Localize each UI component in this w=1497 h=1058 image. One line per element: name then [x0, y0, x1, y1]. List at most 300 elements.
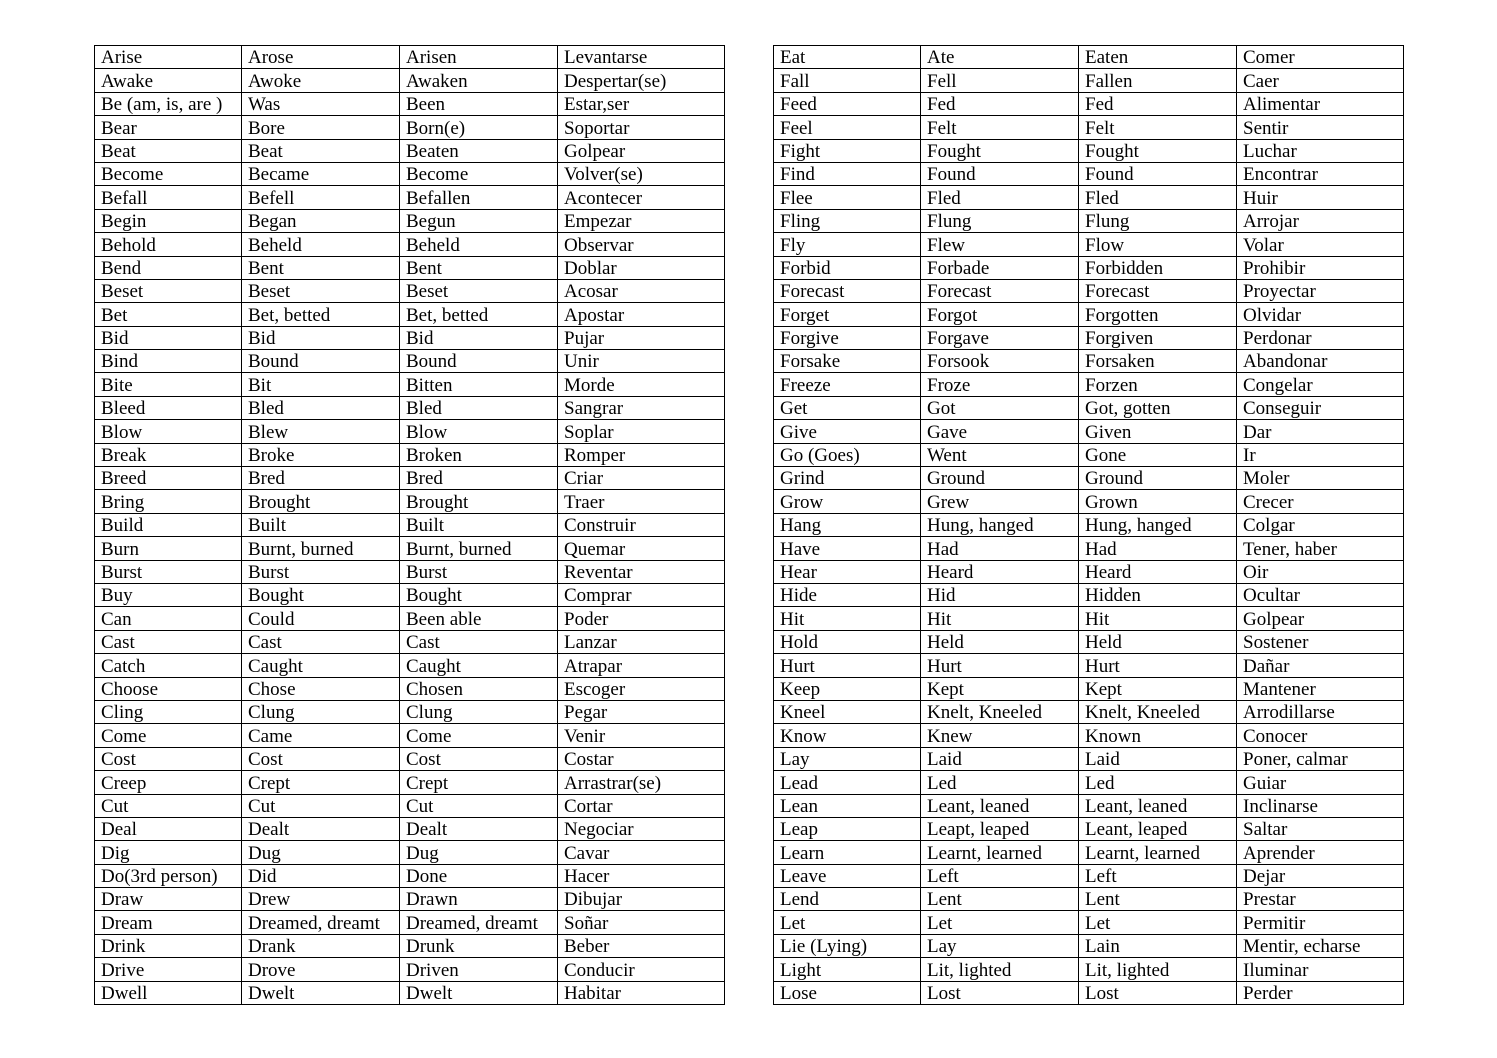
spanish-meaning-cell: Perdonar	[1237, 326, 1404, 349]
past-participle-cell: Fed	[1079, 92, 1237, 115]
spanish-meaning-cell: Habitar	[558, 981, 725, 1004]
verb-table-left	[94, 45, 725, 1005]
past-participle-cell: Grown	[1079, 490, 1237, 513]
verb-row	[95, 771, 725, 794]
infinitive-cell: Lean	[774, 794, 921, 817]
past-simple-cell: Bid	[242, 326, 400, 349]
spanish-meaning-cell: Soportar	[558, 116, 725, 139]
verb-row	[95, 373, 725, 396]
past-participle-cell: Fought	[1079, 139, 1237, 162]
past-simple-cell: Brought	[242, 490, 400, 513]
past-participle-cell: Bred	[400, 467, 558, 490]
past-simple-cell: Fell	[921, 69, 1079, 92]
spanish-meaning-cell: Pegar	[558, 700, 725, 723]
infinitive-cell: Lay	[774, 747, 921, 770]
past-participle-cell: Fallen	[1079, 69, 1237, 92]
infinitive-cell: Lie (Lying)	[774, 934, 921, 957]
spanish-meaning-cell: Tener, haber	[1237, 537, 1404, 560]
past-simple-cell: Let	[921, 911, 1079, 934]
past-simple-cell: Led	[921, 771, 1079, 794]
spanish-meaning-cell: Cavar	[558, 841, 725, 864]
past-participle-cell: Hit	[1079, 607, 1237, 630]
past-simple-cell: Awoke	[242, 69, 400, 92]
past-simple-cell: Drew	[242, 888, 400, 911]
infinitive-cell: Burn	[95, 537, 242, 560]
infinitive-cell: Bring	[95, 490, 242, 513]
verb-row	[95, 560, 725, 583]
infinitive-cell: Bend	[95, 256, 242, 279]
infinitive-cell: Give	[774, 420, 921, 443]
past-simple-cell: Ground	[921, 467, 1079, 490]
spanish-meaning-cell: Luchar	[1237, 139, 1404, 162]
spanish-meaning-cell: Doblar	[558, 256, 725, 279]
verb-row	[774, 139, 1404, 162]
past-participle-cell: Forgiven	[1079, 326, 1237, 349]
past-simple-cell: Could	[242, 607, 400, 630]
past-simple-cell: Caught	[242, 654, 400, 677]
verb-row	[95, 888, 725, 911]
infinitive-cell: Bear	[95, 116, 242, 139]
verb-row	[95, 209, 725, 232]
infinitive-cell: Light	[774, 958, 921, 981]
past-simple-cell: Hung, hanged	[921, 513, 1079, 536]
verb-row	[774, 864, 1404, 887]
past-participle-cell: Built	[400, 513, 558, 536]
spanish-meaning-cell: Mentir, echarse	[1237, 934, 1404, 957]
past-simple-cell: Left	[921, 864, 1079, 887]
spanish-meaning-cell: Saltar	[1237, 817, 1404, 840]
past-simple-cell: Bent	[242, 256, 400, 279]
past-simple-cell: Knelt, Kneeled	[921, 700, 1079, 723]
past-participle-cell: Become	[400, 162, 558, 185]
past-simple-cell: Learnt, learned	[921, 841, 1079, 864]
verb-table-right	[773, 45, 1404, 1005]
past-simple-cell: Cut	[242, 794, 400, 817]
verb-row	[95, 162, 725, 185]
past-simple-cell: Bought	[242, 583, 400, 606]
past-simple-cell: Lent	[921, 888, 1079, 911]
verb-row	[774, 771, 1404, 794]
infinitive-cell: Dream	[95, 911, 242, 934]
infinitive-cell: Awake	[95, 69, 242, 92]
verb-row	[774, 607, 1404, 630]
past-simple-cell: Bit	[242, 373, 400, 396]
past-simple-cell: Befell	[242, 186, 400, 209]
past-participle-cell: Beset	[400, 279, 558, 302]
past-participle-cell: Ground	[1079, 467, 1237, 490]
spanish-meaning-cell: Congelar	[1237, 373, 1404, 396]
infinitive-cell: Freeze	[774, 373, 921, 396]
past-participle-cell: Lain	[1079, 934, 1237, 957]
past-participle-cell: Dealt	[400, 817, 558, 840]
spanish-meaning-cell: Apostar	[558, 303, 725, 326]
spanish-meaning-cell: Colgar	[1237, 513, 1404, 536]
verb-row	[95, 186, 725, 209]
verb-row	[95, 677, 725, 700]
infinitive-cell: Dig	[95, 841, 242, 864]
spanish-meaning-cell: Arrodillarse	[1237, 700, 1404, 723]
past-participle-cell: Clung	[400, 700, 558, 723]
past-participle-cell: Forzen	[1079, 373, 1237, 396]
spanish-meaning-cell: Dibujar	[558, 888, 725, 911]
past-participle-cell: Cast	[400, 630, 558, 653]
infinitive-cell: Leap	[774, 817, 921, 840]
past-participle-cell: Lit, lighted	[1079, 958, 1237, 981]
verb-row	[95, 700, 725, 723]
infinitive-cell: Bid	[95, 326, 242, 349]
spanish-meaning-cell: Acontecer	[558, 186, 725, 209]
spanish-meaning-cell: Permitir	[1237, 911, 1404, 934]
infinitive-cell: Feed	[774, 92, 921, 115]
past-simple-cell: Burnt, burned	[242, 537, 400, 560]
spanish-meaning-cell: Ocultar	[1237, 583, 1404, 606]
spanish-meaning-cell: Crecer	[1237, 490, 1404, 513]
past-simple-cell: Leapt, leaped	[921, 817, 1079, 840]
past-participle-cell: Dug	[400, 841, 558, 864]
past-simple-cell: Dwelt	[242, 981, 400, 1004]
spanish-meaning-cell: Arrastrar(se)	[558, 771, 725, 794]
past-participle-cell: Done	[400, 864, 558, 887]
past-simple-cell: Flew	[921, 233, 1079, 256]
spanish-meaning-cell: Lanzar	[558, 630, 725, 653]
verb-row	[774, 700, 1404, 723]
infinitive-cell: Arise	[95, 46, 242, 69]
verb-row	[774, 373, 1404, 396]
past-simple-cell: Bred	[242, 467, 400, 490]
verb-row	[95, 817, 725, 840]
infinitive-cell: Find	[774, 162, 921, 185]
past-simple-cell: Chose	[242, 677, 400, 700]
past-simple-cell: Forgot	[921, 303, 1079, 326]
past-simple-cell: Fed	[921, 92, 1079, 115]
verb-table-left-body	[95, 46, 725, 1005]
infinitive-cell: Forgive	[774, 326, 921, 349]
spanish-meaning-cell: Hacer	[558, 864, 725, 887]
verb-row	[774, 677, 1404, 700]
verb-row	[774, 560, 1404, 583]
infinitive-cell: Grind	[774, 467, 921, 490]
verb-row	[95, 537, 725, 560]
infinitive-cell: Hold	[774, 630, 921, 653]
spanish-meaning-cell: Atrapar	[558, 654, 725, 677]
infinitive-cell: Hide	[774, 583, 921, 606]
past-participle-cell: Awaken	[400, 69, 558, 92]
past-simple-cell: Grew	[921, 490, 1079, 513]
past-participle-cell: Gone	[1079, 443, 1237, 466]
past-participle-cell: Hung, hanged	[1079, 513, 1237, 536]
past-simple-cell: Kept	[921, 677, 1079, 700]
infinitive-cell: Flee	[774, 186, 921, 209]
past-participle-cell: Forecast	[1079, 279, 1237, 302]
past-participle-cell: Dreamed, dreamt	[400, 911, 558, 934]
verb-row	[774, 92, 1404, 115]
past-participle-cell: Beaten	[400, 139, 558, 162]
verb-row	[95, 958, 725, 981]
verb-row	[774, 350, 1404, 373]
past-simple-cell: Began	[242, 209, 400, 232]
infinitive-cell: Forbid	[774, 256, 921, 279]
spanish-meaning-cell: Alimentar	[1237, 92, 1404, 115]
spanish-meaning-cell: Iluminar	[1237, 958, 1404, 981]
infinitive-cell: Beat	[95, 139, 242, 162]
spanish-meaning-cell: Sangrar	[558, 396, 725, 419]
past-simple-cell: Forgave	[921, 326, 1079, 349]
infinitive-cell: Befall	[95, 186, 242, 209]
past-simple-cell: Went	[921, 443, 1079, 466]
past-participle-cell: Broken	[400, 443, 558, 466]
infinitive-cell: Buy	[95, 583, 242, 606]
spanish-meaning-cell: Comer	[1237, 46, 1404, 69]
spanish-meaning-cell: Prohibir	[1237, 256, 1404, 279]
spanish-meaning-cell: Perder	[1237, 981, 1404, 1004]
past-participle-cell: Fled	[1079, 186, 1237, 209]
verb-row	[95, 747, 725, 770]
infinitive-cell: Breed	[95, 467, 242, 490]
infinitive-cell: Get	[774, 396, 921, 419]
verb-row	[774, 420, 1404, 443]
verb-row	[95, 279, 725, 302]
verb-row	[95, 69, 725, 92]
past-participle-cell: Bitten	[400, 373, 558, 396]
verb-row	[774, 747, 1404, 770]
past-participle-cell: Caught	[400, 654, 558, 677]
past-simple-cell: Forecast	[921, 279, 1079, 302]
spanish-meaning-cell: Encontrar	[1237, 162, 1404, 185]
infinitive-cell: Become	[95, 162, 242, 185]
infinitive-cell: Choose	[95, 677, 242, 700]
verb-row	[95, 981, 725, 1004]
past-participle-cell: Driven	[400, 958, 558, 981]
past-participle-cell: Hurt	[1079, 654, 1237, 677]
infinitive-cell: Drink	[95, 934, 242, 957]
past-simple-cell: Built	[242, 513, 400, 536]
past-participle-cell: Blow	[400, 420, 558, 443]
verb-row	[774, 934, 1404, 957]
infinitive-cell: Break	[95, 443, 242, 466]
past-participle-cell: Beheld	[400, 233, 558, 256]
spanish-meaning-cell: Arrojar	[1237, 209, 1404, 232]
verb-row	[95, 139, 725, 162]
past-participle-cell: Held	[1079, 630, 1237, 653]
spanish-meaning-cell: Despertar(se)	[558, 69, 725, 92]
past-simple-cell: Hid	[921, 583, 1079, 606]
spanish-meaning-cell: Dejar	[1237, 864, 1404, 887]
past-participle-cell: Lent	[1079, 888, 1237, 911]
spanish-meaning-cell: Inclinarse	[1237, 794, 1404, 817]
past-participle-cell: Crept	[400, 771, 558, 794]
verb-row	[774, 326, 1404, 349]
spanish-meaning-cell: Poder	[558, 607, 725, 630]
verb-row	[95, 396, 725, 419]
past-simple-cell: Had	[921, 537, 1079, 560]
past-simple-cell: Did	[242, 864, 400, 887]
past-simple-cell: Hurt	[921, 654, 1079, 677]
spanish-meaning-cell: Cortar	[558, 794, 725, 817]
verb-row	[95, 326, 725, 349]
past-participle-cell: Bet, betted	[400, 303, 558, 326]
infinitive-cell: Know	[774, 724, 921, 747]
past-simple-cell: Fought	[921, 139, 1079, 162]
past-participle-cell: Bled	[400, 396, 558, 419]
past-simple-cell: Flung	[921, 209, 1079, 232]
infinitive-cell: Bite	[95, 373, 242, 396]
infinitive-cell: Blow	[95, 420, 242, 443]
past-participle-cell: Born(e)	[400, 116, 558, 139]
past-simple-cell: Bound	[242, 350, 400, 373]
spanish-meaning-cell: Traer	[558, 490, 725, 513]
infinitive-cell: Hurt	[774, 654, 921, 677]
verb-row	[95, 467, 725, 490]
past-participle-cell: Got, gotten	[1079, 396, 1237, 419]
infinitive-cell: Burst	[95, 560, 242, 583]
infinitive-cell: Bind	[95, 350, 242, 373]
past-simple-cell: Arose	[242, 46, 400, 69]
past-participle-cell: Felt	[1079, 116, 1237, 139]
verb-row	[774, 958, 1404, 981]
past-simple-cell: Was	[242, 92, 400, 115]
spanish-meaning-cell: Huir	[1237, 186, 1404, 209]
past-participle-cell: Knelt, Kneeled	[1079, 700, 1237, 723]
past-simple-cell: Beset	[242, 279, 400, 302]
infinitive-cell: Be (am, is, are )	[95, 92, 242, 115]
verb-row	[774, 443, 1404, 466]
past-participle-cell: Given	[1079, 420, 1237, 443]
past-simple-cell: Came	[242, 724, 400, 747]
past-simple-cell: Cast	[242, 630, 400, 653]
past-simple-cell: Leant, leaned	[921, 794, 1079, 817]
infinitive-cell: Hear	[774, 560, 921, 583]
spanish-meaning-cell: Olvidar	[1237, 303, 1404, 326]
infinitive-cell: Forget	[774, 303, 921, 326]
verb-row	[95, 490, 725, 513]
infinitive-cell: Learn	[774, 841, 921, 864]
verb-row	[774, 467, 1404, 490]
past-simple-cell: Hit	[921, 607, 1079, 630]
spanish-meaning-cell: Caer	[1237, 69, 1404, 92]
infinitive-cell: Beset	[95, 279, 242, 302]
infinitive-cell: Come	[95, 724, 242, 747]
infinitive-cell: Kneel	[774, 700, 921, 723]
verb-row	[774, 162, 1404, 185]
past-participle-cell: Let	[1079, 911, 1237, 934]
infinitive-cell: Behold	[95, 233, 242, 256]
verb-row	[774, 490, 1404, 513]
spanish-meaning-cell: Guiar	[1237, 771, 1404, 794]
past-simple-cell: Forsook	[921, 350, 1079, 373]
verb-row	[774, 583, 1404, 606]
past-simple-cell: Crept	[242, 771, 400, 794]
verb-row	[95, 513, 725, 536]
past-simple-cell: Lay	[921, 934, 1079, 957]
verb-row	[95, 256, 725, 279]
past-simple-cell: Felt	[921, 116, 1079, 139]
infinitive-cell: Cast	[95, 630, 242, 653]
verb-row	[95, 92, 725, 115]
infinitive-cell: Have	[774, 537, 921, 560]
infinitive-cell: Bleed	[95, 396, 242, 419]
verb-row	[774, 69, 1404, 92]
spanish-meaning-cell: Golpear	[1237, 607, 1404, 630]
past-participle-cell: Forsaken	[1079, 350, 1237, 373]
verb-row	[95, 911, 725, 934]
past-participle-cell: Led	[1079, 771, 1237, 794]
past-simple-cell: Dealt	[242, 817, 400, 840]
spanish-meaning-cell: Dañar	[1237, 654, 1404, 677]
verb-row	[774, 841, 1404, 864]
infinitive-cell: Feel	[774, 116, 921, 139]
past-participle-cell: Found	[1079, 162, 1237, 185]
past-simple-cell: Drove	[242, 958, 400, 981]
past-participle-cell: Drawn	[400, 888, 558, 911]
verb-row	[774, 513, 1404, 536]
past-participle-cell: Come	[400, 724, 558, 747]
spanish-meaning-cell: Oir	[1237, 560, 1404, 583]
verb-row	[774, 911, 1404, 934]
infinitive-cell: Do(3rd person)	[95, 864, 242, 887]
past-participle-cell: Bent	[400, 256, 558, 279]
spanish-meaning-cell: Negociar	[558, 817, 725, 840]
infinitive-cell: Fall	[774, 69, 921, 92]
infinitive-cell: Hit	[774, 607, 921, 630]
past-participle-cell: Befallen	[400, 186, 558, 209]
past-participle-cell: Had	[1079, 537, 1237, 560]
verb-row	[95, 420, 725, 443]
past-simple-cell: Drank	[242, 934, 400, 957]
spanish-meaning-cell: Conseguir	[1237, 396, 1404, 419]
past-participle-cell: Cut	[400, 794, 558, 817]
infinitive-cell: Draw	[95, 888, 242, 911]
past-participle-cell: Leant, leaped	[1079, 817, 1237, 840]
infinitive-cell: Deal	[95, 817, 242, 840]
past-participle-cell: Begun	[400, 209, 558, 232]
infinitive-cell: Lose	[774, 981, 921, 1004]
verb-row	[774, 888, 1404, 911]
infinitive-cell: Keep	[774, 677, 921, 700]
infinitive-cell: Build	[95, 513, 242, 536]
infinitive-cell: Can	[95, 607, 242, 630]
past-participle-cell: Learnt, learned	[1079, 841, 1237, 864]
verb-row	[774, 116, 1404, 139]
verb-row	[774, 817, 1404, 840]
past-participle-cell: Heard	[1079, 560, 1237, 583]
infinitive-cell: Bet	[95, 303, 242, 326]
verb-table-right-body	[774, 46, 1404, 1005]
spanish-meaning-cell: Poner, calmar	[1237, 747, 1404, 770]
past-simple-cell: Lost	[921, 981, 1079, 1004]
spanish-meaning-cell: Ir	[1237, 443, 1404, 466]
infinitive-cell: Fly	[774, 233, 921, 256]
past-participle-cell: Kept	[1079, 677, 1237, 700]
verb-row	[774, 794, 1404, 817]
infinitive-cell: Begin	[95, 209, 242, 232]
past-participle-cell: Chosen	[400, 677, 558, 700]
verb-row	[95, 46, 725, 69]
spanish-meaning-cell: Levantarse	[558, 46, 725, 69]
past-simple-cell: Dreamed, dreamt	[242, 911, 400, 934]
spanish-meaning-cell: Quemar	[558, 537, 725, 560]
past-participle-cell: Been able	[400, 607, 558, 630]
past-participle-cell: Known	[1079, 724, 1237, 747]
past-participle-cell: Flow	[1079, 233, 1237, 256]
past-participle-cell: Leant, leaned	[1079, 794, 1237, 817]
spanish-meaning-cell: Soplar	[558, 420, 725, 443]
spanish-meaning-cell: Volar	[1237, 233, 1404, 256]
infinitive-cell: Fight	[774, 139, 921, 162]
past-simple-cell: Bled	[242, 396, 400, 419]
verb-row	[95, 583, 725, 606]
spanish-meaning-cell: Proyectar	[1237, 279, 1404, 302]
spanish-meaning-cell: Moler	[1237, 467, 1404, 490]
